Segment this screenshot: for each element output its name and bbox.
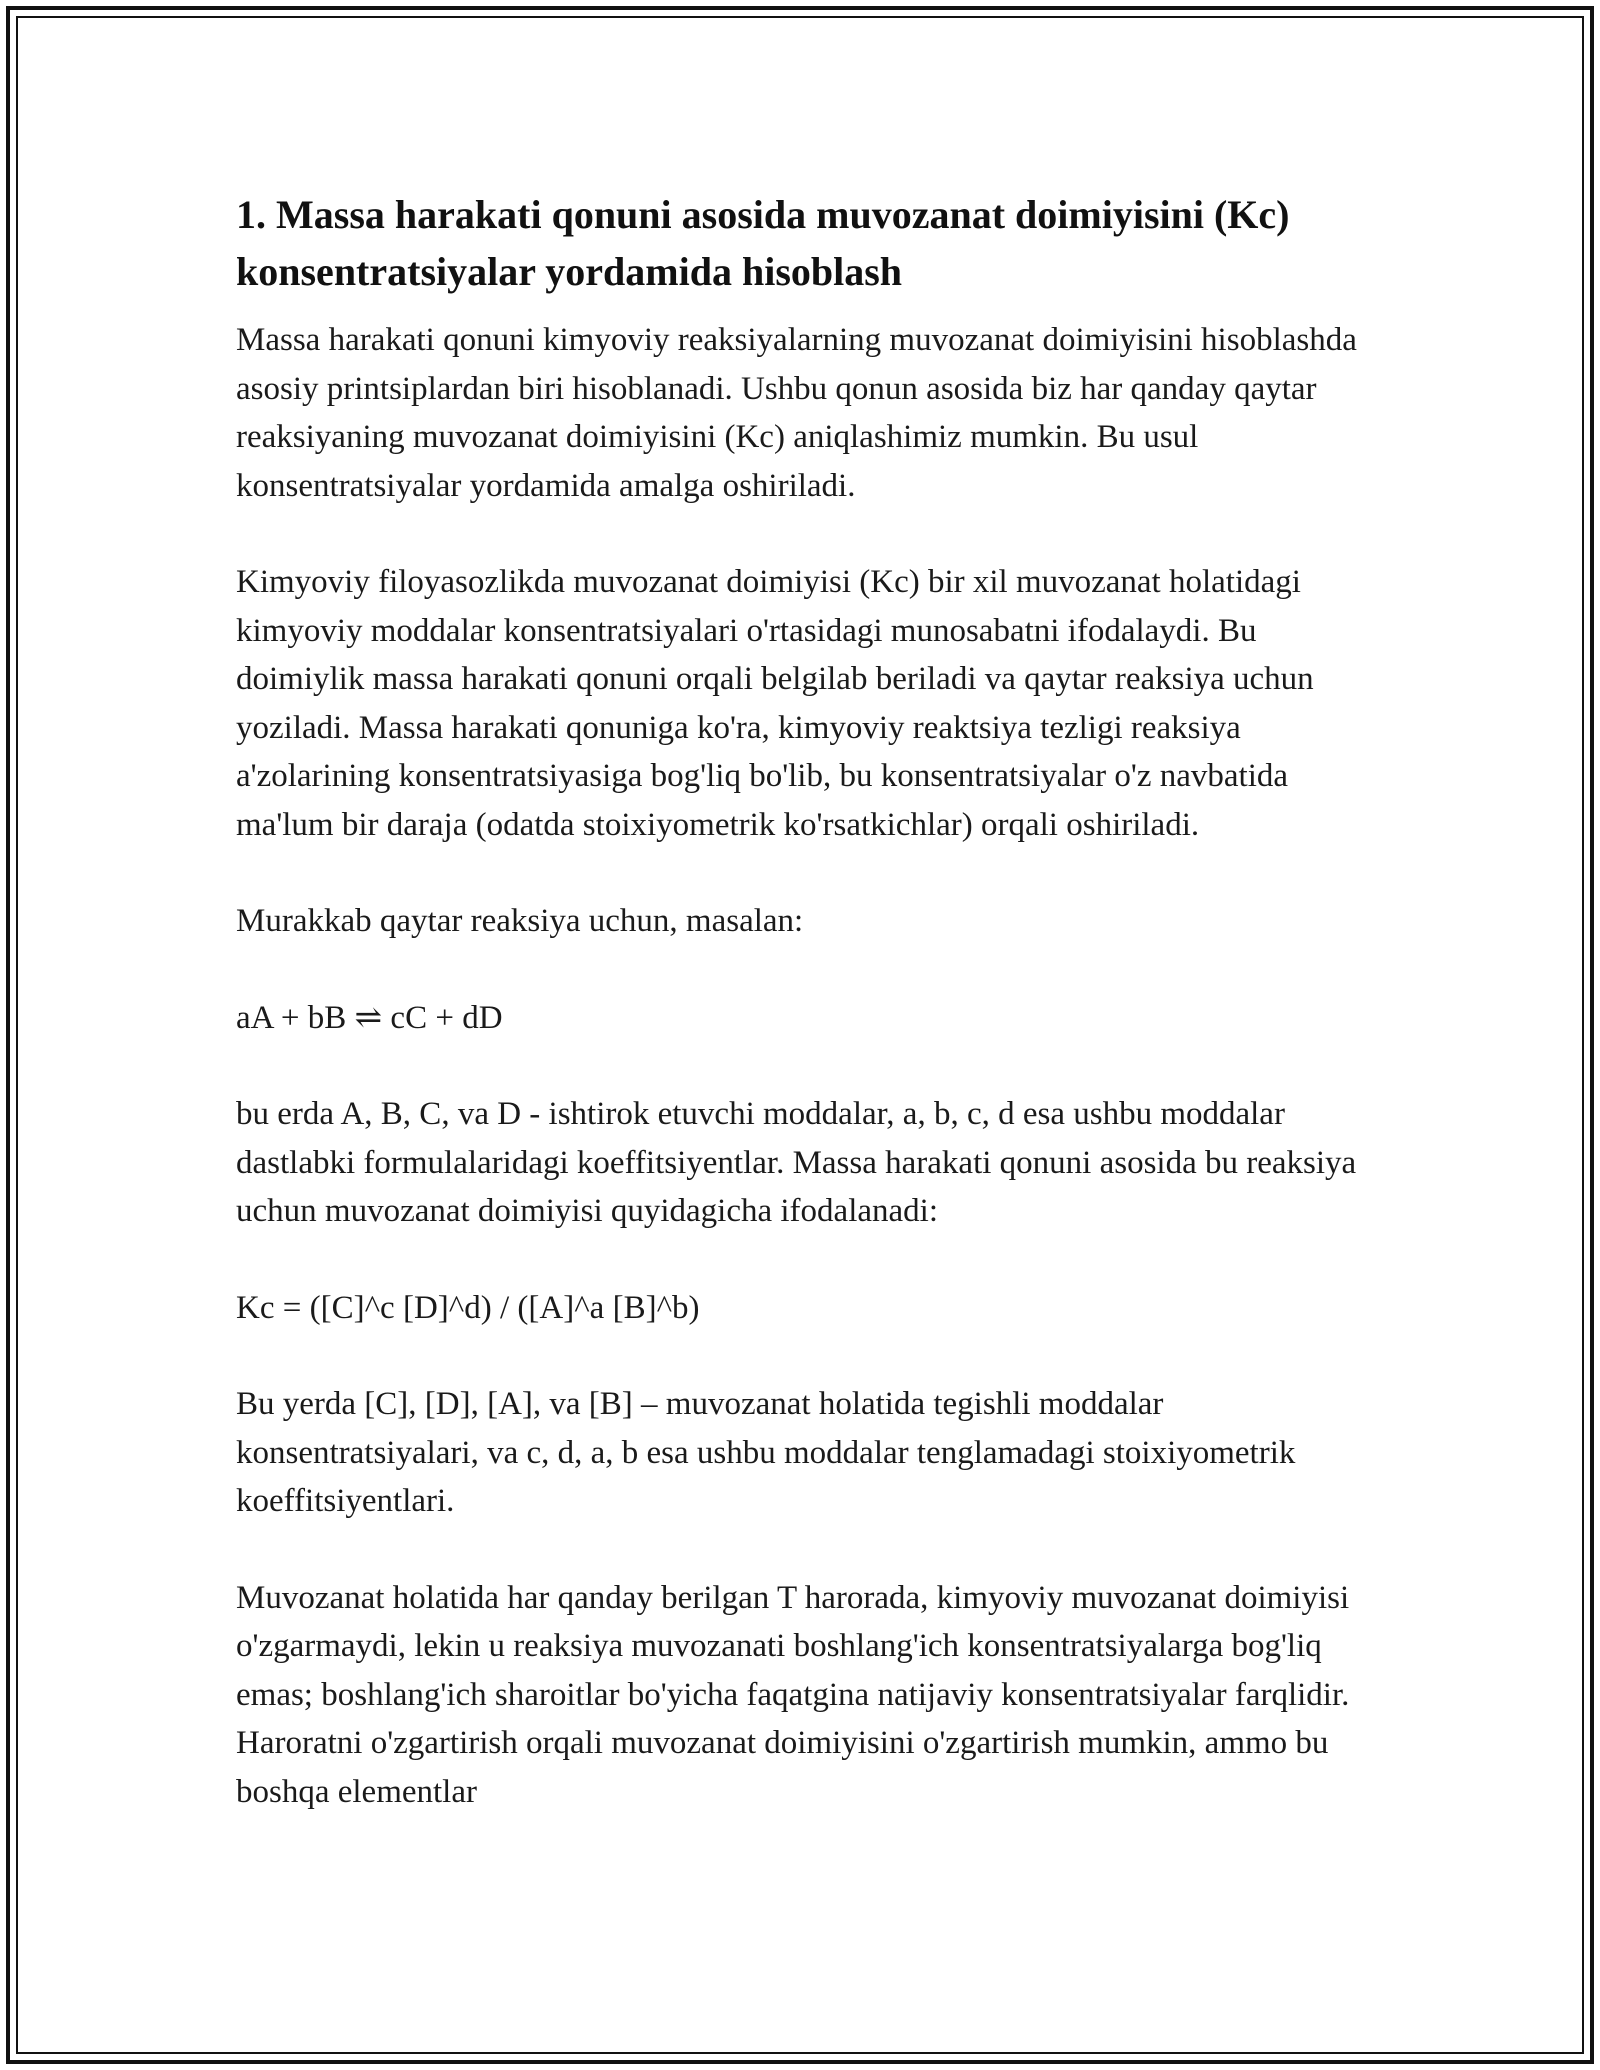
paragraph-temperature: Muvozanat holatida har qanday berilgan T harorada, kimyoviy muvozanat doimiyisi o'zgarmaydi, lekin u reaksiya muvozanati boshlang'ich konsentratsiyalarga bog'liq emas; boshlang'ich sharoitlar bo'yicha faqatgina natijaviy konsentratsiyalar farqlidir. Haroratni o'zgartirish orqali muvozanat doimiyisini o'zgartirish mumkin, ammo bu boshqa elementlar xyxy=(236,1579,1350,1810)
paragraph-definition: Kimyoviy filoyasozlikda muvozanat doimiyisi (Kc) bir xil muvozanat holatidagi kimyoviy moddalar konsentratsiyalari o'rtasidagi munosabatni ifodalaydi. Bu doimiylik massa harakati qonuni orqali belgilab beriladi va qaytar reaksiya uchun yoziladi. Massa harakati qonuniga ko'ra, kimyoviy reaktsiya tezligi reaksiya a'zolarining konsentratsiyasiga bog'liq bo'lib, bu konsentratsiyalar o'z navbatida ma'lum bir daraja (odatda stoixiyometrik ko'rsatkichlar) orqali oshiriladi. xyxy=(236,564,1314,843)
reaction-equation: aA + bB ⇌ cC + dD xyxy=(236,999,503,1036)
document-body xyxy=(236,186,1366,1864)
paragraph-intro: Massa harakati qonuni kimyoviy reaksiyalarning muvozanat doimiyisini hisoblashda asosiy printsiplardan biri hisoblanadi. Ushbu qonun asosida biz har qanday qaytar reaksiyaning muvozanat doimiyisini (Kc) aniqlashimiz mumkin. Bu usul konsentratsiyalar yordamida amalga oshiriladi. xyxy=(236,322,1357,504)
section-heading: 1. Massa harakati qonuni asosida muvozanat doimiyisini (Kc) konsentratsiyalar yordamida hisoblash xyxy=(236,192,1290,294)
paragraph-explanation: bu erda A, B, C, va D - ishtirok etuvchi moddalar, a, b, c, d esa ushbu moddalar dastlabki formulalaridagi koeffitsiyentlar. Massa harakati qonuni asosida bu reaksiya uchun muvozanat doimiyisi quyidagicha ifodalanadi: xyxy=(236,1096,1357,1229)
kc-formula: Kc = ([C]^c [D]^d) / ([A]^a [B]^b) xyxy=(236,1289,700,1326)
paragraph-example-intro: Murakkab qaytar reaksiya uchun, masalan: xyxy=(236,903,804,939)
paragraph-notation: Bu yerda [C], [D], [A], va [B] – muvozanat holatida tegishli moddalar konsentratsiyalari, va c, d, a, b esa ushbu moddalar tenglamadagi stoixiyometrik koeffitsiyentlari. xyxy=(236,1386,1296,1519)
